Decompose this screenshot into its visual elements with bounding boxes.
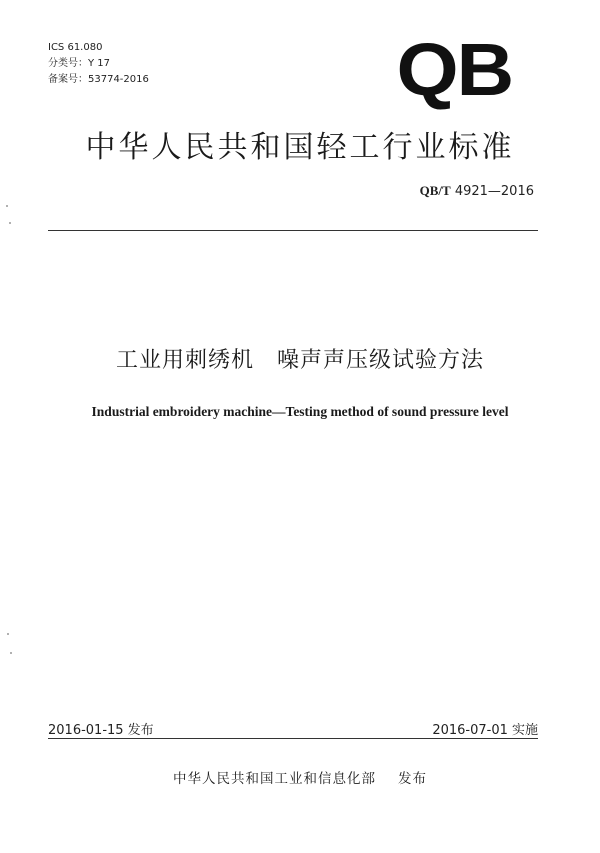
classification-number: 分类号：Y 17 [48, 58, 111, 69]
publisher-line [0, 767, 600, 787]
effective-date: 2016-07-01 实施 [432, 723, 538, 738]
standard-number-value: 4921—2016 [454, 184, 534, 199]
scan-speck [9, 222, 11, 224]
standard-code: QB/T [419, 183, 451, 198]
scan-speck [10, 652, 12, 654]
filing-number: 备案号：53774-2016 [48, 74, 149, 85]
document-metadata [48, 40, 149, 88]
publisher-name: 中华人民共和国工业和信息化部 [173, 771, 376, 787]
standard-category-title: 中华人民共和国轻工行业标准 [85, 130, 515, 165]
bottom-divider [48, 738, 538, 739]
issue-date: 2016-01-15 发布 [48, 723, 154, 738]
qb-logo: QB [396, 28, 512, 111]
document-title-chinese: 工业用刺绣机 噪声声压级试验方法 [115, 348, 484, 373]
document-title-english: Industrial embroidery machine—Testing method of sound pressure level [91, 404, 509, 419]
top-divider [48, 230, 538, 231]
publisher-action: 发布 [398, 771, 427, 787]
standard-number [420, 183, 534, 199]
ics-code: ICS 61.080 [48, 42, 103, 53]
scan-speck [7, 633, 9, 635]
scan-speck [6, 205, 8, 207]
